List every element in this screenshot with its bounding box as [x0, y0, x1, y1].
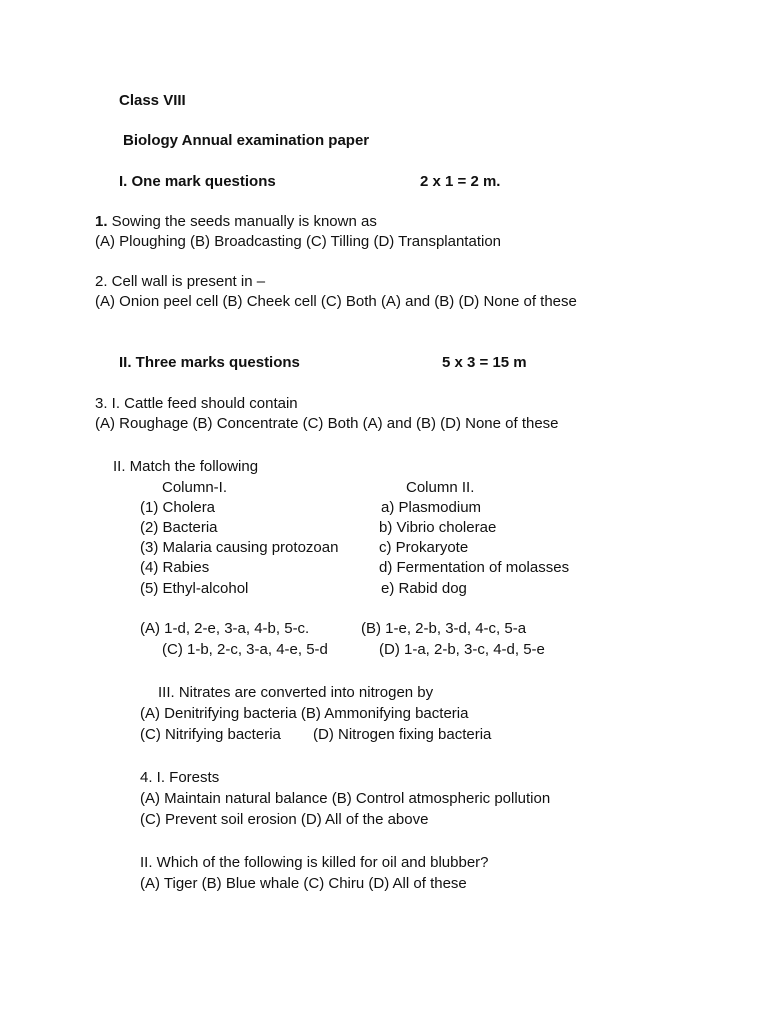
column-2-header: Column II.: [406, 479, 475, 496]
section-2-marks: 5 x 3 = 15 m: [442, 354, 527, 371]
question-3-part-2-text: II. Match the following: [113, 458, 259, 475]
question-3-part-3-options-line-1: (A) Denitrifying bacteria (B) Ammonifying bacteria: [140, 705, 469, 722]
column-2-item: a) Plasmodium: [381, 499, 482, 516]
match-option-c: (C) 1-b, 2-c, 3-a, 4-e, 5-d: [162, 641, 328, 658]
column-2-item: e) Rabid dog: [381, 580, 467, 597]
column-1-header: Column-I.: [162, 479, 228, 496]
question-4-part-1-text: 4. I. Forests: [140, 769, 220, 786]
question-1-text: Sowing the seeds manually is known as: [107, 213, 377, 230]
column-1-item: (1) Cholera: [140, 499, 216, 516]
question-4-part-2-text: II. Which of the following is killed for oil and blubber?: [140, 854, 489, 871]
class-label: Class VIII: [119, 92, 186, 109]
section-1-title: I. One mark questions: [119, 173, 276, 190]
question-2-options: (A) Onion peel cell (B) Cheek cell (C) Both (A) and (B) (D) None of these: [95, 293, 577, 310]
question-4-part-1-options-line-1: (A) Maintain natural balance (B) Control atmospheric pollution: [140, 790, 551, 807]
match-option-a: (A) 1-d, 2-e, 3-a, 4-b, 5-c.: [140, 620, 310, 637]
question-3-part-3-option-c: (C) Nitrifying bacteria: [140, 726, 281, 743]
question-4-part-1-options-line-2: (C) Prevent soil erosion (D) All of the above: [140, 811, 429, 828]
question-3-part-1-text: 3. I. Cattle feed should contain: [95, 395, 298, 412]
question-1-number: 1.: [95, 213, 108, 230]
column-1-item: (4) Rabies: [140, 559, 210, 576]
paper-title: Biology Annual examination paper: [123, 132, 370, 149]
question-2-text: 2. Cell wall is present in –: [95, 273, 266, 290]
question-1-options: (A) Ploughing (B) Broadcasting (C) Tilling (D) Transplantation: [95, 233, 502, 250]
match-option-d: (D) 1-a, 2-b, 3-c, 4-d, 5-e: [379, 641, 545, 658]
column-2-item: d) Fermentation of molasses: [379, 559, 570, 576]
column-1-item: (2) Bacteria: [140, 519, 218, 536]
match-option-b: (B) 1-e, 2-b, 3-d, 4-c, 5-a: [361, 620, 527, 637]
question-3-part-1-options: (A) Roughage (B) Concentrate (C) Both (A) and (B) (D) None of these: [95, 415, 559, 432]
question-1: [95, 212, 377, 232]
column-1-item: (5) Ethyl-alcohol: [140, 580, 249, 597]
question-4-part-2-options: (A) Tiger (B) Blue whale (C) Chiru (D) All of these: [140, 875, 467, 892]
column-2-item: c) Prokaryote: [379, 539, 469, 556]
section-1-marks: 2 x 1 = 2 m.: [420, 173, 501, 190]
question-3-part-3-text: III. Nitrates are converted into nitrogen by: [158, 684, 434, 701]
column-2-item: b) Vibrio cholerae: [379, 519, 497, 536]
section-2-title: II. Three marks questions: [119, 354, 300, 371]
question-3-part-3-option-d: (D) Nitrogen fixing bacteria: [313, 726, 492, 743]
column-1-item: (3) Malaria causing protozoan: [140, 539, 339, 556]
